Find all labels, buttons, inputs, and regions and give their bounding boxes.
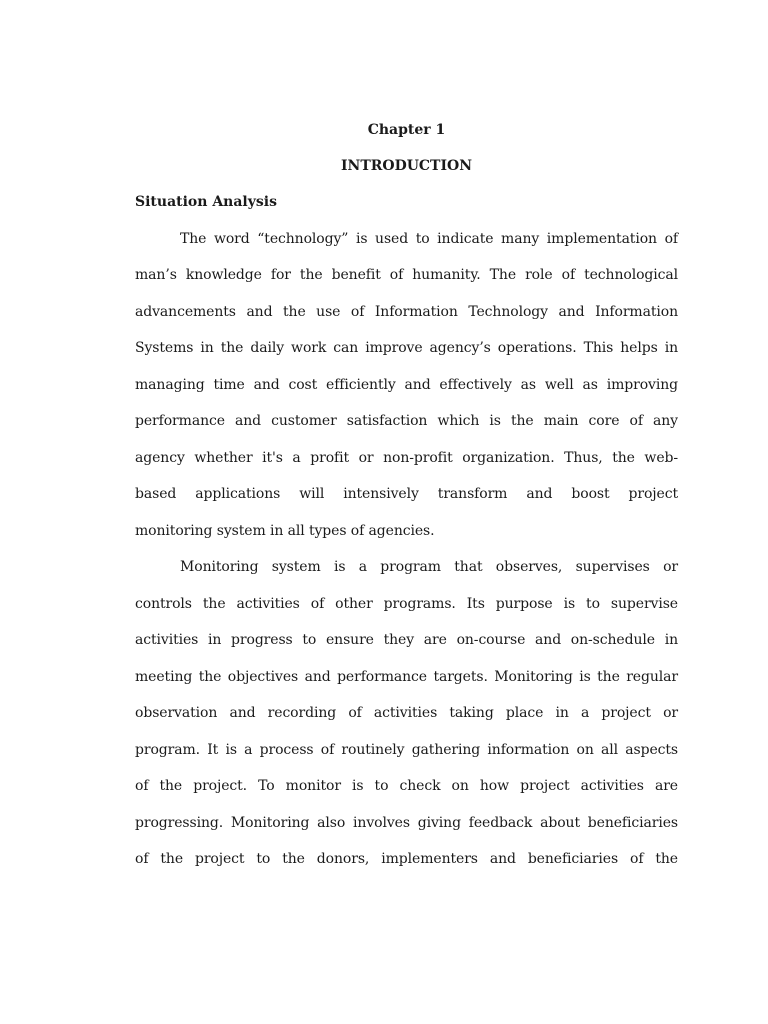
paragraph-line: observation and recording of activities taking place in a project or bbox=[135, 705, 678, 721]
paragraph-line: meeting the objectives and performance targets. Monitoring is the regular bbox=[135, 669, 678, 685]
paragraph-line: managing time and cost efficiently and effectively as well as improving bbox=[135, 377, 678, 393]
paragraph-line: controls the activities of other programs. Its purpose is to supervise bbox=[135, 596, 678, 612]
chapter-label: Chapter 1 bbox=[367, 122, 446, 138]
paragraph-line: agency whether it's a profit or non-profit organization. Thus, the web- bbox=[135, 450, 678, 466]
paragraph-line: of the project to the donors, implementers and beneficiaries of the bbox=[135, 851, 678, 867]
section-title: INTRODUCTION bbox=[340, 158, 473, 174]
subheading: Situation Analysis bbox=[135, 194, 277, 210]
paragraph-line: Systems in the daily work can improve agency’s operations. This helps in bbox=[135, 340, 678, 356]
paragraph-line: progressing. Monitoring also involves giving feedback about beneficiaries bbox=[135, 815, 678, 831]
paragraph-line: based applications will intensively transform and boost project bbox=[135, 486, 678, 502]
paragraph-line: program. It is a process of routinely gathering information on all aspects bbox=[135, 742, 678, 758]
paragraph-line: of the project. To monitor is to check on how project activities are bbox=[135, 778, 678, 794]
paragraph-line: man’s knowledge for the benefit of humanity. The role of technological bbox=[135, 267, 678, 283]
paragraph-line: The word “technology” is used to indicate many implementation of bbox=[180, 231, 678, 247]
paragraph-line: activities in progress to ensure they are on-course and on-schedule in bbox=[135, 632, 678, 648]
paragraph-line: performance and customer satisfaction which is the main core of any bbox=[135, 413, 678, 429]
paragraph-line: advancements and the use of Information Technology and Information bbox=[135, 304, 678, 320]
paragraph-line: monitoring system in all types of agencies. bbox=[135, 523, 435, 539]
paragraph-line: Monitoring system is a program that observes, supervises or bbox=[180, 559, 678, 575]
